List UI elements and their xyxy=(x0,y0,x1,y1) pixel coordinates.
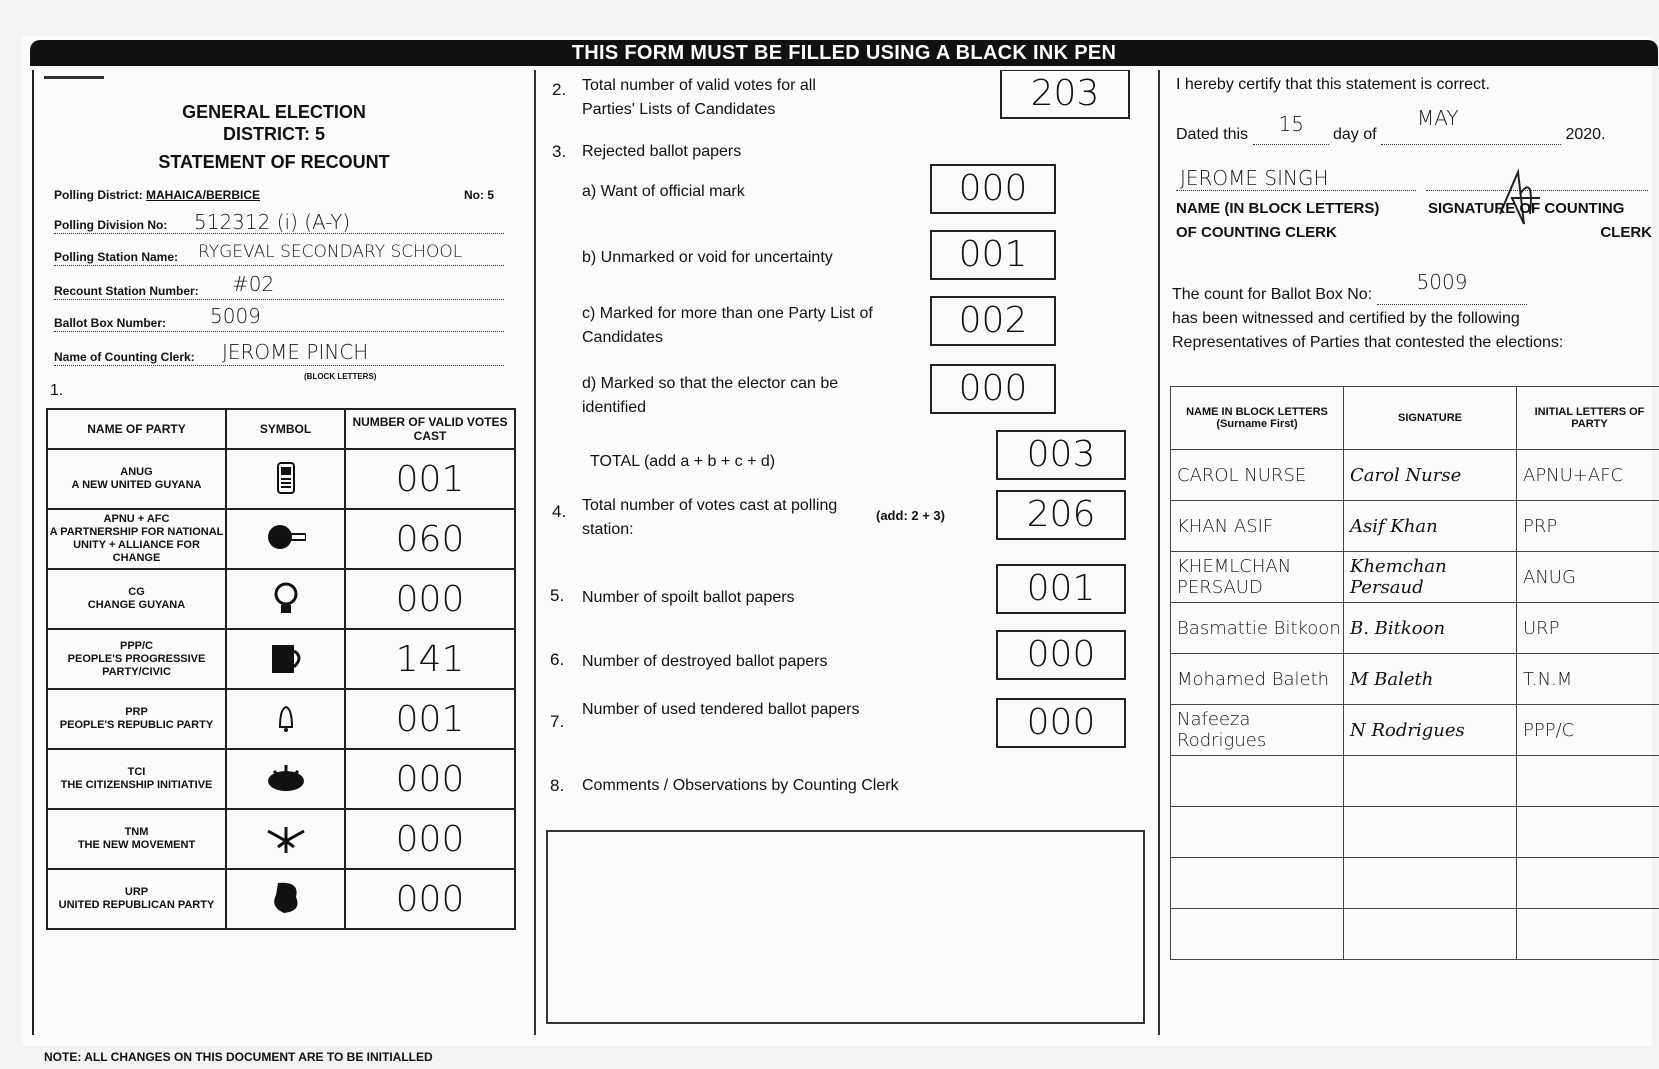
party-abbr: CG xyxy=(128,586,145,598)
left-column xyxy=(32,70,534,1064)
count-text-3: Representatives of Parties that contested the elections: xyxy=(1172,334,1564,351)
q3b-value-box: 001 xyxy=(930,230,1056,280)
party-votes: 000 xyxy=(345,569,515,629)
party-votes-table xyxy=(46,408,516,930)
q2-text: Total number of valid votes for all Parties' Lists of Candidates xyxy=(582,77,816,118)
right-column xyxy=(1158,70,1659,1035)
rep-party: ANUG xyxy=(1517,552,1659,603)
dated-line xyxy=(1176,106,1646,145)
rep-row xyxy=(1171,858,1659,909)
polling-district-label: Polling District: xyxy=(54,188,143,202)
count-text-2: has been witnessed and certified by the following xyxy=(1172,310,1520,327)
polling-district-value: MAHAICA/BERBICE xyxy=(146,188,261,202)
party-full-name: A PARTNERSHIP FOR NATIONAL UNITY + ALLIANCE FOR CHANGE xyxy=(49,526,224,564)
reps-header-party: INITIAL LETTERS OF PARTY xyxy=(1517,387,1659,450)
recount-station-field xyxy=(54,272,494,298)
polling-division-label: Polling Division No: xyxy=(54,218,168,232)
q3d-value-box: 000 xyxy=(930,364,1056,414)
representatives-table xyxy=(1170,386,1659,960)
party-row xyxy=(47,569,515,629)
note-initials: NOTE: ALL CHANGES ON THIS DOCUMENT ARE TO BE INITIALLED xyxy=(44,1050,433,1064)
party-row xyxy=(47,509,515,569)
ballot-box-value: 5009 xyxy=(210,304,261,328)
party-row xyxy=(47,629,515,689)
clerk-signature xyxy=(1490,154,1550,234)
party-votes: 000 xyxy=(345,869,515,929)
rep-name xyxy=(1171,756,1344,807)
party-votes: 001 xyxy=(345,689,515,749)
rep-name: Nafeeza Rodrigues xyxy=(1171,705,1344,756)
rep-party xyxy=(1517,756,1659,807)
party-votes: 000 xyxy=(345,809,515,869)
counting-clerk-field xyxy=(54,340,494,364)
party-abbr: ANUG xyxy=(120,466,153,478)
rep-party xyxy=(1517,807,1659,858)
party-abbr: PPP/C xyxy=(119,639,153,652)
party-votes: 141 xyxy=(345,629,515,689)
reps-header-name: NAME IN BLOCK LETTERS (Surname First) xyxy=(1171,387,1344,450)
rep-signature: N Rodrigues xyxy=(1344,705,1517,756)
q3c-text: c) Marked for more than one Party List of Candidates xyxy=(582,305,873,346)
rep-name: Basmattie Bitkoon xyxy=(1171,603,1344,654)
party-row xyxy=(47,809,515,869)
rep-name: KHEMLCHAN PERSAUD xyxy=(1171,552,1344,603)
party-full-name: UNITED REPUBLICAN PARTY xyxy=(58,899,215,911)
sig-label-2: CLERK xyxy=(1600,224,1652,241)
q4-text: Total number of votes cast at polling station: xyxy=(582,497,838,538)
q3-number: 3. xyxy=(552,142,567,161)
rep-party: T.N.M xyxy=(1517,654,1659,705)
name-label-2: OF COUNTING CLERK xyxy=(1176,224,1337,241)
rep-name xyxy=(1171,858,1344,909)
header-votes: NUMBER OF VALID VOTES CAST xyxy=(345,409,515,449)
party-full-name: THE NEW MOVEMENT xyxy=(77,839,196,851)
polling-division-value: 512312 (i) (A-Y) xyxy=(194,210,351,234)
comments-box[interactable] xyxy=(546,830,1145,1024)
rep-row xyxy=(1171,756,1659,807)
party-votes: 000 xyxy=(345,749,515,809)
header-party-name: NAME OF PARTY xyxy=(47,409,226,449)
rep-signature: Asif Khan xyxy=(1344,501,1517,552)
name-label-1: NAME (IN BLOCK LETTERS) xyxy=(1176,200,1380,217)
ballot-box-field xyxy=(54,304,494,330)
header-symbol: SYMBOL xyxy=(226,409,345,449)
party-full-name: THE CITIZENSHIP INITIATIVE xyxy=(60,779,213,791)
rep-signature xyxy=(1344,858,1517,909)
rep-row xyxy=(1171,501,1659,552)
party-full-name: PEOPLE'S REPUBLIC PARTY xyxy=(59,719,214,731)
q3-text: Rejected ballot papers xyxy=(582,143,742,160)
rep-row xyxy=(1171,654,1659,705)
q4-add-note: (add: 2 + 3) xyxy=(876,508,945,523)
party-name-cell xyxy=(47,869,226,929)
sig-label-1: SIGNATURE OF COUNTING xyxy=(1428,200,1625,217)
q2-value-box: 203 xyxy=(1000,70,1130,119)
q3c-value-box: 002 xyxy=(930,296,1056,346)
rep-party xyxy=(1517,858,1659,909)
rep-signature: B. Bitkoon xyxy=(1344,603,1517,654)
rep-party: PRP xyxy=(1517,501,1659,552)
party-abbr: TCI xyxy=(127,766,146,778)
counting-clerk-label: Name of Counting Clerk: xyxy=(54,350,195,364)
rep-row xyxy=(1171,552,1659,603)
counting-clerk-value: JEROME PINCH xyxy=(222,340,369,364)
party-row xyxy=(47,749,515,809)
polling-station-field xyxy=(54,242,494,264)
q7-text: Number of used tendered ballot papers xyxy=(582,701,860,718)
party-symbol-cell xyxy=(226,689,345,749)
q5-number: 5. xyxy=(550,586,565,605)
rep-row xyxy=(1171,603,1659,654)
party-full-name: PEOPLE'S PROGRESSIVE PARTY/CIVIC xyxy=(67,652,206,678)
total-text: TOTAL (add a + b + c + d) xyxy=(590,453,776,470)
party-full-name: CHANGE GUYANA xyxy=(87,599,186,611)
certify-text: I hereby certify that this statement is correct. xyxy=(1176,76,1490,93)
party-symbol-cell xyxy=(226,569,345,629)
title-statement: STATEMENT OF RECOUNT xyxy=(158,152,390,172)
day-field xyxy=(1253,112,1329,145)
polling-district-field xyxy=(54,188,494,202)
party-symbol-cell xyxy=(226,629,345,689)
day-value: 15 xyxy=(1278,112,1304,136)
party-full-name: A NEW UNITED GUYANA xyxy=(71,479,202,491)
party-row xyxy=(47,869,515,929)
rep-party: APNU+AFC xyxy=(1517,450,1659,501)
q8-number: 8. xyxy=(550,776,565,795)
reps-header-signature: SIGNATURE xyxy=(1344,387,1517,450)
month-field xyxy=(1381,106,1561,145)
rep-row xyxy=(1171,450,1659,501)
party-name-cell xyxy=(47,749,226,809)
q5-value-box: 001 xyxy=(996,564,1126,614)
title-district: DISTRICT: 5 xyxy=(222,124,325,144)
rep-name: CAROL NURSE xyxy=(1171,450,1344,501)
rep-signature: Carol Nurse xyxy=(1344,450,1517,501)
middle-column xyxy=(534,70,1156,1035)
party-votes: 060 xyxy=(345,509,515,569)
party-symbol-cell xyxy=(226,449,345,509)
map-icon xyxy=(266,877,306,917)
count-box-field xyxy=(1377,270,1527,305)
bulb-icon xyxy=(266,577,306,617)
flower-icon xyxy=(266,757,306,797)
rep-party: URP xyxy=(1517,603,1659,654)
q7-value-box: 000 xyxy=(996,698,1126,748)
party-symbol-cell xyxy=(226,809,345,869)
q5-text: Number of spoilt ballot papers xyxy=(582,589,795,606)
q6-value-box: 000 xyxy=(996,630,1126,680)
rep-row xyxy=(1171,705,1659,756)
eagle-icon xyxy=(266,817,306,857)
clerk-name-line xyxy=(1176,190,1416,191)
rep-signature xyxy=(1344,807,1517,858)
month-value: MAY xyxy=(1417,106,1459,130)
district-no: No: 5 xyxy=(464,188,494,202)
day-of-label: day of xyxy=(1332,126,1377,143)
corner-mark xyxy=(44,76,104,79)
q8-text: Comments / Observations by Counting Clerk xyxy=(582,777,899,794)
hand-key-icon xyxy=(266,517,306,557)
q3d-text: d) Marked so that the elector can be identified xyxy=(582,375,839,416)
q3b-text: b) Unmarked or void for uncertainty xyxy=(582,249,833,266)
rep-signature: Khemchan Persaud xyxy=(1344,552,1517,603)
q6-number: 6. xyxy=(550,650,565,669)
rep-name: Mohamed Baleth xyxy=(1171,654,1344,705)
q4-value-box: 206 xyxy=(996,490,1126,540)
clerk-signature-line xyxy=(1426,190,1648,191)
q4-number: 4. xyxy=(552,502,567,521)
title-general-election: GENERAL ELECTION xyxy=(182,102,366,122)
polling-station-label: Polling Station Name: xyxy=(54,250,179,264)
recount-station-label: Recount Station Number: xyxy=(54,284,199,298)
bell-icon xyxy=(266,697,306,737)
party-abbr: TNM xyxy=(124,826,149,838)
party-name-cell xyxy=(47,449,226,509)
party-symbol-cell xyxy=(226,869,345,929)
block-letters-note: (BLOCK LETTERS) xyxy=(304,372,377,381)
rep-party xyxy=(1517,909,1659,960)
party-name-cell xyxy=(47,509,226,569)
count-line-1 xyxy=(1172,270,1642,305)
dated-this-label: Dated this xyxy=(1176,126,1249,143)
q7-number: 7. xyxy=(550,712,565,731)
rep-signature: M Baleth xyxy=(1344,654,1517,705)
party-symbol-cell xyxy=(226,509,345,569)
ballot-box-label: Ballot Box Number: xyxy=(54,316,167,330)
rep-party: PPP/C xyxy=(1517,705,1659,756)
phone-icon xyxy=(266,457,306,497)
clerk-name-value: JEROME SINGH xyxy=(1180,166,1329,190)
party-row xyxy=(47,689,515,749)
rep-name: KHAN ASIF xyxy=(1171,501,1344,552)
party-symbol-cell xyxy=(226,749,345,809)
form-banner: THIS FORM MUST BE FILLED USING A BLACK INK PEN xyxy=(30,40,1658,66)
rep-signature xyxy=(1344,909,1517,960)
table-header-row xyxy=(47,409,515,449)
party-name-cell xyxy=(47,809,226,869)
count-text-1: The count for Ballot Box No: xyxy=(1172,286,1373,303)
party-votes: 001 xyxy=(345,449,515,509)
polling-division-field xyxy=(54,210,494,234)
rep-name xyxy=(1171,807,1344,858)
reps-header-row xyxy=(1171,387,1659,450)
party-row xyxy=(47,449,515,509)
party-name-cell xyxy=(47,569,226,629)
rep-signature xyxy=(1344,756,1517,807)
count-box-value: 5009 xyxy=(1416,270,1468,294)
polling-station-value: RYGEVAL SECONDARY SCHOOL xyxy=(198,242,463,262)
recount-station-value: #02 xyxy=(232,272,275,296)
q6-text: Number of destroyed ballot papers xyxy=(582,653,828,670)
ballot-form xyxy=(22,36,1652,1064)
party-name-cell xyxy=(47,689,226,749)
q3a-text: a) Want of official mark xyxy=(582,183,745,200)
q3a-value-box: 000 xyxy=(930,164,1056,214)
party-abbr: URP xyxy=(124,886,149,898)
year-text: 2020. xyxy=(1565,126,1606,143)
cup-icon xyxy=(266,637,306,677)
party-abbr: APNU + AFC xyxy=(103,513,170,525)
party-name-cell xyxy=(47,629,226,689)
party-abbr: PRP xyxy=(125,706,148,718)
rep-row xyxy=(1171,909,1659,960)
rep-row xyxy=(1171,807,1659,858)
rep-name xyxy=(1171,909,1344,960)
section-number-1: 1. xyxy=(50,382,64,399)
total-value-box: 003 xyxy=(996,430,1126,480)
q2-number: 2. xyxy=(552,80,567,99)
